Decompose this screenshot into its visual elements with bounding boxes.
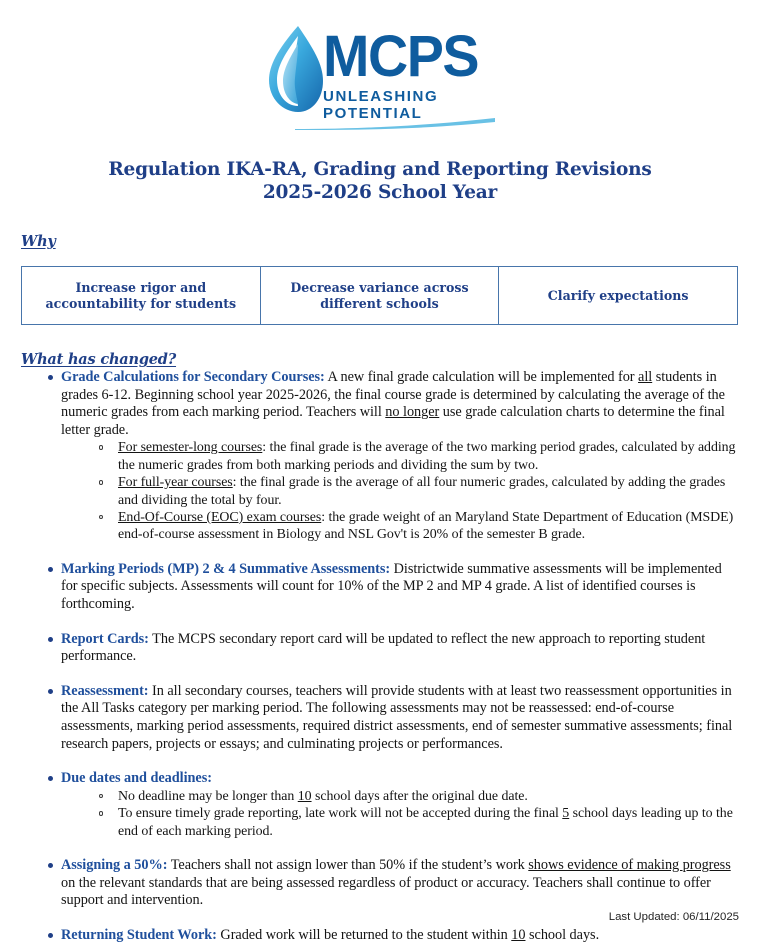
item-body: A new final grade calculation will be implemented for (324, 369, 639, 385)
sub-list (61, 788, 739, 840)
sub-item-text: : the final grade is the average of the two marking period grades, calculated by adding the numeric grades from both marking periods and dividing the sum by two. (118, 440, 736, 473)
bullet-icon (48, 689, 53, 694)
item-body: Teachers shall not assign lower than 50% if the student’s work (167, 856, 529, 873)
sub-item-lead: End-Of-Course (EOC) exam courses (118, 510, 322, 525)
item-body: Graded work will be returned to the student within (216, 926, 512, 943)
item-body: In all secondary courses, teachers will provide students with at least two reassessment opportunities in the All Tasks category per marking period. The following assessments may not be reassessed: end-of-course assessments, marking period assessments, required district assessments, end of semester summative assessments; final research papers, projects or essays; and culminating projects or performances. (61, 682, 733, 752)
item-emphasis-2: no longer (385, 404, 440, 421)
hollow-bullet-icon (99, 515, 103, 519)
why-cell-3: Clarify expectations (499, 267, 738, 325)
sub-item-pre: No deadline may be longer than (118, 788, 298, 804)
changes-list (21, 369, 739, 944)
item-body: The MCPS secondary report card will be updated to reflect the new approach to reporting student performance. (61, 630, 706, 665)
sub-item-emphasis: 5 (562, 806, 570, 822)
hollow-bullet-icon (99, 445, 103, 449)
list-item (97, 474, 739, 509)
sub-item-emphasis: 10 (297, 788, 312, 804)
item-label: Reassessment: (61, 682, 149, 699)
why-heading: Why (21, 233, 56, 250)
sub-item-text: : the final grade is the average of all four numeric grades, calculated by adding the grades and dividing the total by four. (118, 475, 726, 508)
logo-tagline: UNLEASHING POTENTIAL (323, 88, 439, 122)
page-title-line2: 2025-2026 School Year (262, 182, 498, 203)
list-item (21, 770, 739, 840)
bullet-icon (48, 375, 53, 380)
hollow-bullet-icon (99, 794, 103, 798)
bullet-icon (48, 776, 53, 781)
item-label: Report Cards: (61, 630, 149, 647)
mcps-logo (265, 22, 495, 127)
sub-list (61, 439, 739, 543)
table-row (22, 267, 738, 325)
why-cell-1: Increase rigor and accountability for students (22, 267, 261, 325)
item-label: Returning Student Work: (61, 926, 217, 943)
last-updated-footer: Last Updated: 06/11/2025 (608, 911, 739, 923)
list-item (97, 509, 739, 544)
sub-item-lead: For semester-long courses (118, 440, 263, 456)
list-item (21, 369, 739, 544)
hollow-bullet-icon (99, 811, 103, 815)
why-table (21, 266, 738, 325)
why-cell-2: Decrease variance across different schools (260, 267, 499, 325)
logo-wordmark: MCPS (323, 24, 479, 89)
page-title (0, 158, 760, 204)
bullet-icon (48, 567, 53, 572)
item-label: Grade Calculations for Secondary Courses: (61, 369, 325, 385)
sub-item-text: school days leading up to the end of each marking period. (118, 806, 733, 839)
logo-swoosh-icon (295, 118, 495, 130)
list-item (21, 683, 739, 753)
page-title-line1: Regulation IKA-RA, Grading and Reporting Revisions (108, 159, 652, 180)
sub-item-pre: To ensure timely grade reporting, late work will not be accepted during the final (118, 806, 563, 822)
sub-item-text: : the grade weight of an Maryland State Department of Education (MSDE) end-of-course assessment in Biology and NSL Gov't is 20% of the semester B grade. (118, 510, 734, 543)
item-body-end: use grade calculation charts to determine the final letter grade. (61, 404, 725, 438)
list-item (21, 561, 739, 614)
list-item (21, 857, 739, 910)
bullet-icon (48, 863, 53, 868)
item-emphasis: all (638, 369, 653, 385)
item-label: Assigning a 50%: (61, 856, 168, 873)
sub-item-lead: For full-year courses (118, 475, 233, 491)
item-label: Due dates and deadlines: (61, 770, 212, 787)
item-body-end: on the relevant standards that are being assessed regardless of product or accuracy. Teachers shall continue to offer support and intervention. (61, 874, 711, 909)
item-body-end: school days. (525, 926, 600, 943)
bullet-icon (48, 637, 53, 642)
flame-droplet-icon (265, 24, 327, 116)
list-item (21, 631, 739, 666)
item-emphasis: shows evidence of making progress (528, 856, 731, 873)
sub-item-text: school days after the original due date. (311, 788, 528, 804)
list-item (97, 788, 739, 805)
hollow-bullet-icon (99, 480, 103, 484)
list-item (97, 805, 739, 840)
item-body: Districtwide summative assessments will be implemented for specific subjects. Assessments will count for 10% of the MP 2 and MP 4 grade. A list of identified courses is forthcoming. (61, 560, 722, 612)
logo-header (0, 0, 760, 127)
list-item (97, 439, 739, 474)
item-label: Marking Periods (MP) 2 & 4 Summative Assessments: (61, 560, 391, 577)
bullet-icon (48, 933, 53, 938)
list-item (21, 927, 739, 944)
what-has-changed-heading: What has changed? (21, 351, 177, 368)
item-body-cont: students in grades 6-12. Beginning school year 2025-2026, the final course grade is determined by calculating the average of the numeric grades from each marking period. Teachers will (61, 369, 725, 421)
item-emphasis: 10 (511, 926, 526, 943)
